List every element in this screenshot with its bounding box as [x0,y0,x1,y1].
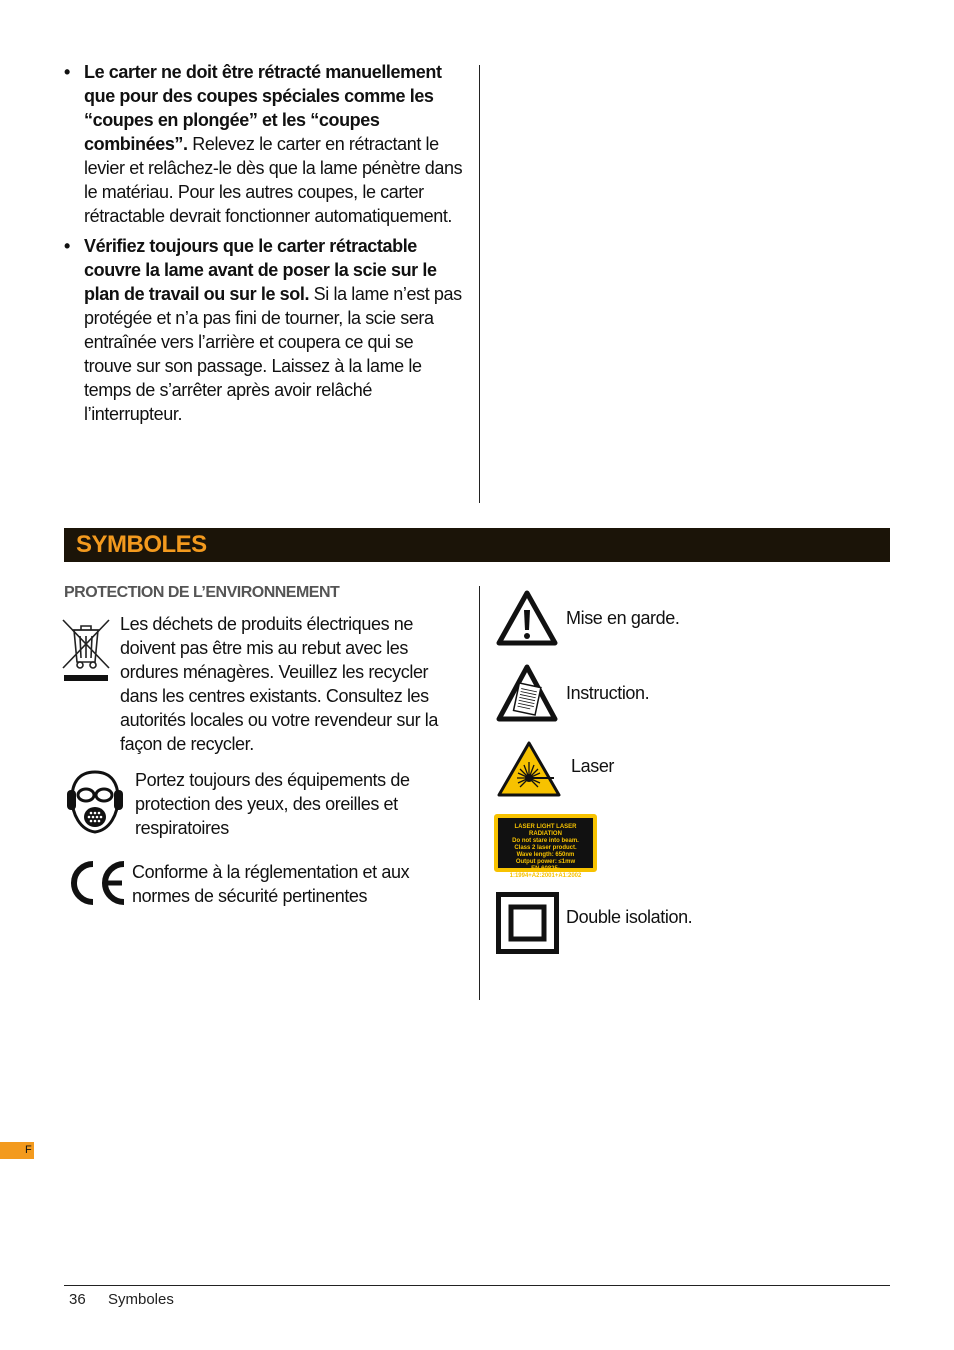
language-tab-label: F [25,1144,32,1156]
bullet-text: Si la lame n’est pas protégée et n’a pas fini de tourner, la scie sera entraînée vers l’arrière et coupera ce qui se trouve sur son passage. Laissez à la lame le temps de s’arrêter après avoir relâché l’interrupteur. [84,284,462,424]
bullet-text: Relevez le carter en rétractant le levier et relâchez-le dès que la lame pénètre dans le matériau. Pour les autres coupes, le carter rétractable devrait fonctionner automatiquement. [84,134,463,226]
ce-text: Conforme à la réglementation et aux normes de sécurité pertinentes [132,862,410,906]
crossed-bin-icon [60,616,112,686]
double-insulation-text: Double isolation. [566,907,693,927]
ce-mark-icon [66,860,128,906]
footer-title: Symboles [108,1291,174,1308]
column-divider-bottom [479,586,480,1000]
bullet-bold-text: Le carter ne doit être rétracté manuellement que pour des coupes spéciales comme les “coupes en plongée” et les “coupes combinées”. [84,62,442,154]
laser-label-line: Wave length: 650nm [516,852,575,858]
env-heading: PROTECTION DE L’ENVIRONNEMENT [64,584,340,601]
bullet-dot: • [64,62,70,82]
laser-label-text [497,817,594,879]
ppe-head-icon [66,770,124,834]
bullet-item-guard-check [64,234,464,426]
bullet-list [64,60,464,432]
instruction-manual-icon [496,664,558,722]
section-header [64,528,890,562]
laser-text: Laser [571,756,615,776]
footer-rule [64,1285,890,1286]
column-divider-top [479,65,480,503]
bullet-bold-text: Vérifiez toujours que le carter rétractable couvre la lame avant de poser la scie sur le plan de travail ou sur le sol. [84,236,437,304]
laser-label-line: EN 60825-1:1994+A2:2001+A1:2002 [509,866,582,879]
bullet-dot: • [64,236,70,256]
warning-text: Mise en garde. [566,608,680,628]
bullet-item-guard-retract [64,60,464,228]
laser-hazard-icon [496,740,562,798]
laser-warning-label [494,814,597,879]
section-title: SYMBOLES [76,531,207,558]
language-tab [0,1142,34,1159]
laser-label-line: Class 2 laser product. [514,845,577,851]
instruction-text: Instruction. [566,683,650,703]
laser-label-line: Do not stare into beam. [512,838,579,844]
double-insulation-icon [496,892,559,954]
page-number: 36 [69,1291,86,1308]
ppe-text: Portez toujours des équipements de protection des yeux, des oreilles et respiratoires [135,770,410,838]
laser-label-line: LASER LIGHT LASER RADIATION [514,824,577,837]
warning-triangle-icon [496,590,558,646]
laser-label-line: Output power: ≤1mw [515,859,576,865]
weee-text: Les déchets de produits électriques ne doivent pas être mis au rebut avec les ordures ménagères. Veuillez les recycler dans les centres existants. Consultez les autorités locales ou votre revendeur sur la façon de recycler. [120,614,438,754]
